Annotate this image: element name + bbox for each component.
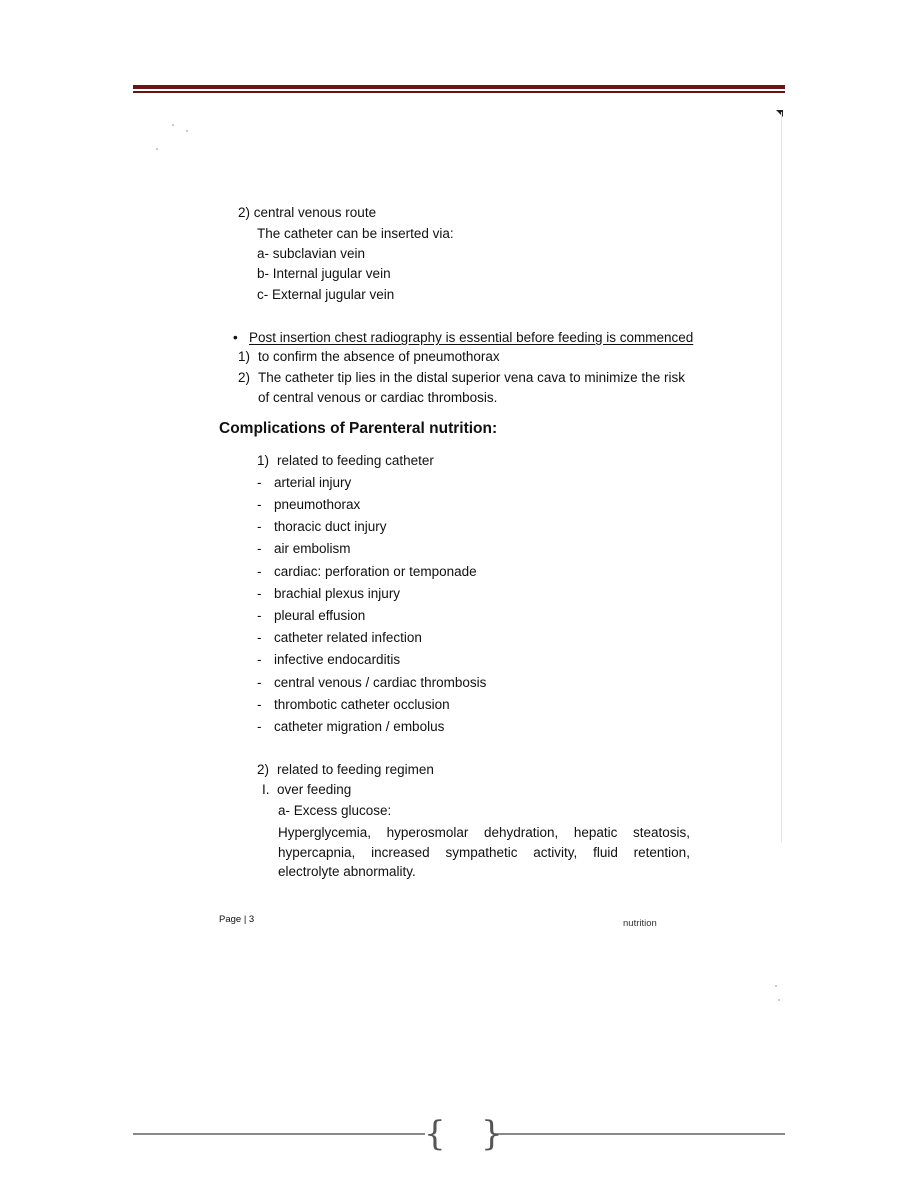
dash-marker: -	[257, 497, 262, 512]
central-route-title: 2) central venous route	[238, 205, 377, 220]
dash-marker: -	[257, 564, 262, 579]
dash-marker: -	[257, 586, 262, 601]
header-rule-thick	[133, 85, 785, 89]
bottom-rule-right	[493, 1133, 785, 1135]
effect-word: steatosis,	[632, 825, 690, 840]
page-number: Page | 3	[219, 914, 255, 925]
effect-word: hyperosmolar	[386, 825, 469, 840]
list-item	[257, 584, 400, 604]
glucose-effects-line-2	[278, 843, 690, 863]
effect-word: sympathetic	[445, 845, 518, 860]
list-item-text: thoracic duct injury	[274, 519, 387, 534]
reason-text-continued: of central venous or cardiac thrombosis.	[258, 390, 498, 405]
left-brace-ornament: {	[424, 1114, 446, 1154]
effect-word: hypercapnia,	[278, 845, 356, 860]
group2-number: 2)	[257, 762, 270, 777]
list-item-text: air embolism	[274, 541, 351, 556]
dash-marker: -	[257, 541, 262, 556]
dash-marker: -	[257, 519, 262, 534]
list-item-text: catheter migration / embolus	[274, 719, 445, 734]
reason-number: 1)	[238, 349, 251, 364]
list-item-text: arterial injury	[274, 475, 352, 490]
list-item-text: pleural effusion	[274, 608, 366, 623]
dash-marker: -	[257, 652, 262, 667]
reason-number: 2)	[238, 370, 251, 385]
subgroup-title	[262, 780, 351, 800]
bottom-rule-left	[133, 1133, 425, 1135]
scan-speck	[778, 999, 780, 1001]
dash-marker: -	[257, 697, 262, 712]
effect-word: Hyperglycemia,	[278, 825, 372, 840]
list-item-text: pneumothorax	[274, 497, 361, 512]
effect-word: activity,	[533, 845, 578, 860]
scan-speck	[775, 985, 777, 987]
subgroup-title-text: over feeding	[277, 782, 352, 797]
reason-text: The catheter tip lies in the distal superior vena cava to minimize the risk	[258, 370, 685, 385]
group2-title-text: related to feeding regimen	[277, 762, 434, 777]
header-rule-thin	[133, 91, 785, 93]
dash-marker: -	[257, 675, 262, 690]
list-item-text: catheter related infection	[274, 630, 422, 645]
reason-item	[238, 347, 500, 367]
list-item-text: cardiac: perforation or temponade	[274, 564, 477, 579]
dash-marker: -	[257, 608, 262, 623]
dash-marker: -	[257, 719, 262, 734]
insertion-site: b- Internal jugular vein	[257, 266, 391, 281]
effect-word: dehydration,	[483, 825, 559, 840]
list-item-text: brachial plexus injury	[274, 586, 401, 601]
bullet-icon: •	[233, 330, 238, 345]
list-item	[257, 562, 477, 582]
group2-title	[257, 760, 434, 780]
list-item	[257, 517, 387, 537]
glucose-effects-line-1	[278, 823, 690, 843]
list-item	[257, 495, 360, 515]
insertion-site: c- External jugular vein	[257, 287, 395, 302]
effect-word: hepatic	[573, 825, 618, 840]
glucose-label: a- Excess glucose:	[278, 803, 392, 818]
list-item	[257, 650, 400, 670]
effect-word: retention,	[633, 845, 690, 860]
list-item	[257, 473, 351, 493]
scan-speck	[186, 130, 188, 132]
group1-title	[257, 451, 434, 471]
central-route-intro: The catheter can be inserted via:	[257, 226, 454, 241]
glucose-effects-line-3: electrolyte abnormality.	[278, 864, 416, 879]
group1-title-text: related to feeding catheter	[277, 453, 434, 468]
footer-topic: nutrition	[623, 918, 657, 929]
scan-edge-line	[781, 112, 782, 842]
list-item	[257, 717, 444, 737]
reason-item	[238, 368, 685, 388]
list-item-text: infective endocarditis	[274, 652, 401, 667]
radiography-statement: Post insertion chest radiography is essential before feeding is commenced	[249, 330, 694, 345]
group1-number: 1)	[257, 453, 270, 468]
dash-marker: -	[257, 630, 262, 645]
list-item-text: thrombotic catheter occlusion	[274, 697, 450, 712]
insertion-site: a- subclavian vein	[257, 246, 366, 261]
list-item	[257, 539, 351, 559]
scan-speck	[156, 148, 158, 150]
reason-text: to confirm the absence of pneumothorax	[258, 349, 500, 364]
dash-marker: -	[257, 475, 262, 490]
effect-word: increased	[371, 845, 430, 860]
effect-word: fluid	[593, 845, 618, 860]
list-item	[257, 606, 365, 626]
scan-speck	[172, 124, 174, 126]
list-item	[257, 673, 486, 693]
complications-heading: Complications of Parenteral nutrition:	[219, 420, 498, 437]
list-item	[257, 695, 450, 715]
list-item-text: central venous / cardiac thrombosis	[274, 675, 487, 690]
right-brace-ornament: }	[481, 1114, 503, 1154]
subgroup-number: I.	[262, 782, 270, 797]
list-item	[257, 628, 422, 648]
